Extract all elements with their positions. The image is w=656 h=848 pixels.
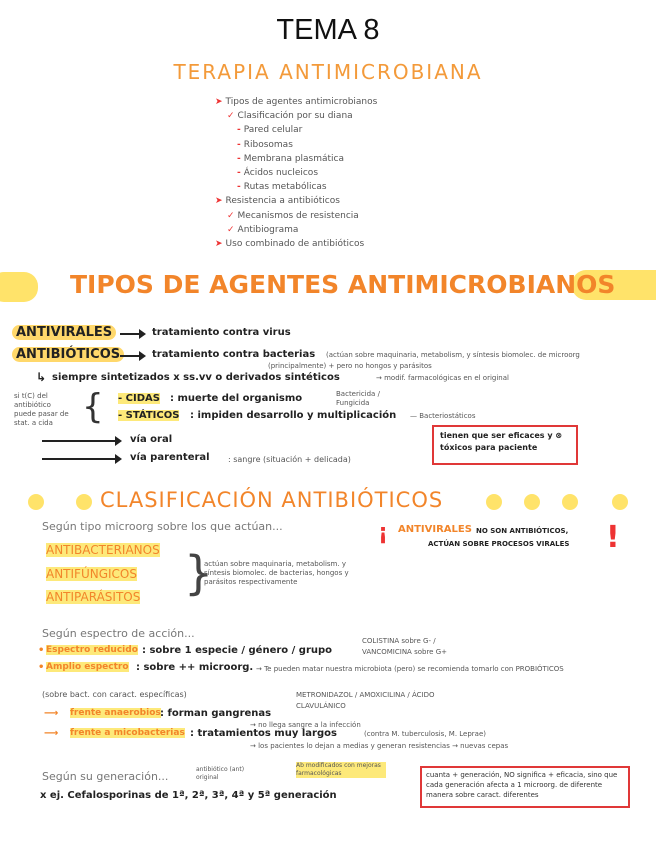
note-box-eficaces-text: tienen que ser eficaces y ⊗ tóxicos para paciente [440,431,563,452]
anaerobios-note: → no llega sangre a la infección [250,721,361,729]
toc-item [215,237,377,251]
decor-dot [524,494,540,510]
decor-dot [76,494,92,510]
table-of-contents [215,95,377,251]
reducido-desc: : sobre 1 especie / género / grupo [142,645,333,656]
toc-item [215,180,377,194]
staticos-type: — Bacteriostáticos [410,412,476,420]
subheading-espectro: Según espectro de acción... [42,627,195,640]
gen-note-original: antibiótico (ant) original [196,766,245,781]
toc-item [215,123,377,137]
subheading-tipo-microorg: Según tipo microorg sobre los que actúan... [42,520,283,533]
micobacterias-desc: : tratamientos muy largos [190,728,337,739]
via-parenteral-note: : sangre (situación + delicada) [228,455,351,464]
reducido-examples: COLISTINA sobre G- / VANCOMICINA sobre G+ [362,637,447,656]
toc-item-label: Mecanismos de resistencia [237,210,359,221]
arrow-right-icon: ➤ [215,97,223,107]
toc-item [215,223,377,237]
antibioticos-sub: (principalmente) + pero no hongos y parásitos [268,362,432,370]
toc-item [215,109,377,123]
toc-item [215,166,377,180]
label-cidas: - CIDAS [118,393,160,404]
toc-item-label: Membrana plasmática [243,153,345,164]
via-parenteral: vía parenteral [130,452,210,463]
check-icon: ✓ [227,224,235,235]
page-subtitle: TERAPIA ANTIMICROBIANA [173,60,483,84]
warning-antivirales: ANTIVIRALES [398,524,472,535]
via-oral: vía oral [130,434,173,445]
arrow-icon [42,440,120,442]
section-heading-clasificacion: CLASIFICACIÓN ANTIBIÓTICOS [100,488,444,512]
antibioticos-desc: tratamiento contra bacterias [152,349,316,360]
label-antibioticos: ANTIBIÓTICOS [12,347,124,362]
label-staticos: - STÁTICOS [118,410,180,421]
decor-dot [28,494,44,510]
warning-no-son: NO SON ANTIBIÓTICOS, [476,527,569,535]
arrow-icon [42,458,120,460]
micobacterias-note: → los pacientes lo dejan a medias y generan resistencias → nuevas cepas [250,742,509,750]
bracket-icon: { [82,387,104,427]
amplio-desc: : sobre ++ microorg. [136,662,254,673]
check-icon: ✓ [227,210,235,221]
siempre-text: siempre sintetizados x ss.vv o derivados sintéticos [52,372,340,383]
warning-actuan: ACTÚAN SOBRE PROCESOS VIRALES [428,540,570,548]
toc-item-label: Ácidos nucleicos [243,168,319,179]
toc-item-label: Rutas metabólicas [243,182,327,193]
antivirales-desc: tratamiento contra virus [152,327,291,338]
dash-icon: - [237,182,241,193]
toc-item-label: Tipos de agentes antimicrobianos [225,97,378,107]
gen-note-modificados: Ab modificados con mejoras farmacológicas [296,762,386,778]
arrow-icon [120,333,144,335]
brace-icon: } [184,546,214,600]
toc-item-label: Clasificación por su diana [237,111,353,122]
arrow-icon [120,355,144,357]
dash-icon: - [237,125,241,136]
bullet-icon: • [38,662,45,673]
check-icon: ✓ [227,111,235,122]
micobacterias-examples: (contra M. tuberculosis, M. Leprae) [364,730,487,738]
arrow-right-icon: ➤ [215,196,223,207]
anaerobios-desc: : forman gangrenas [160,708,272,719]
antibioticos-note: (actúan sobre maquinaria, metabolism, y síntesis biomolec. de microorg [326,351,580,359]
toc-item [215,138,377,152]
page-title: TEMA 8 [276,14,380,46]
label-amplio-espectro: Amplio espectro [46,662,129,672]
caract-note: (sobre bact. con caract. específicas) [42,690,187,699]
decor-dot [562,494,578,510]
toc-item-label: Uso combinado de antibióticos [225,239,365,250]
dash-icon: - [237,168,241,179]
arrow-icon: ⟶ [44,728,59,739]
gen-example: x ej. Cefalosporinas de 1ª, 2ª, 3ª, 4ª y 5ª generación [40,790,337,801]
label-antivirales: ANTIVIRALES [12,325,116,340]
dash-icon: - [237,139,241,150]
toc-item-label: Pared celular [243,125,303,136]
exclamation-icon: ¡ [378,520,389,545]
label-micobacterias: frente a micobacterias [70,728,185,738]
label-anaerobios: frente anaerobios [70,708,161,718]
brace-note: actúan sobre maquinaria, metabolism. y síntesis biomolec. de bacterias, hongos y parásitos respectivamente [204,560,349,586]
arrow-right-icon: ➤ [215,239,223,250]
label-espectro-reducido: Espectro reducido [46,645,138,655]
label-antibacterianos: ANTIBACTERIANOS [46,543,160,557]
decor-dot [612,494,628,510]
dash-icon: - [237,153,241,164]
toc-item-label: Antibiograma [237,224,299,235]
label-antiparasitos: ANTIPARÁSITOS [46,590,141,604]
amplio-note: → Te pueden matar nuestra microbiota (pero) se recomienda tomarlo con PROBIÓTICOS [256,665,564,673]
exclamation-icon: ! [606,520,620,555]
label-antifungicos: ANTIFÚNGICOS [46,567,137,581]
toc-item [215,152,377,166]
arrow-icon: ⟶ [44,708,59,719]
toc-item [215,95,377,109]
anaerobios-examples: METRONIDAZOL / AMOXICILINA / ÁCIDO CLAVULÁNICO [296,691,435,710]
arrow-return-icon: ↳ [36,370,47,384]
note-box-generacion-text: cuanta + generación, NO significa + eficacia, sino que cada generación afecta a 1 microorg. de diferente manera sobre caract. diferentes [426,771,618,799]
decor-dot [486,494,502,510]
toc-item [215,209,377,223]
toc-item [215,194,377,208]
cidas-types: Bactericida / Fungicida [336,390,380,407]
side-note: si t(C) del antibiótico puede pasar de stat. a cida [14,392,69,427]
subheading-generacion: Según su generación... [42,770,169,783]
toc-item-label: Resistencia a antibióticos [225,196,340,207]
staticos-desc: : impiden desarrollo y multiplicación [190,410,397,421]
siempre-note: → modif. farmacológicas en el original [376,374,509,382]
section-band-left [0,272,38,302]
section-heading-tipos: TIPOS DE AGENTES ANTIMICROBIANOS [70,270,616,299]
bullet-icon: • [38,645,45,656]
cidas-desc: : muerte del organismo [170,393,303,404]
toc-item-label: Ribosomas [243,139,293,150]
